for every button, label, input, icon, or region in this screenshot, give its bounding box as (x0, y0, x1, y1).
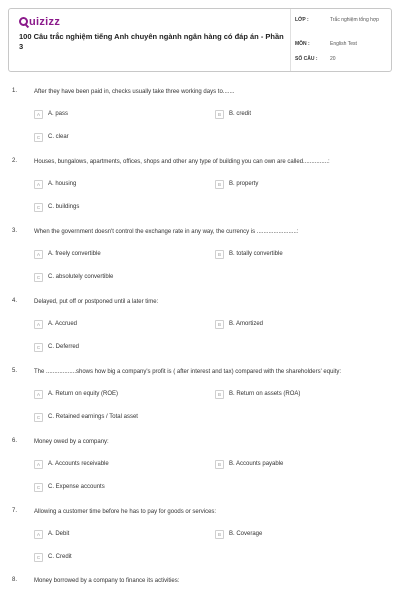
question-text: Money borrowed by a company to finance its activities: (34, 578, 180, 584)
option-text: C. Credit (48, 554, 72, 560)
option-text: C. absolutely convertible (48, 274, 114, 280)
option-letter-box: A (34, 250, 43, 259)
option-c[interactable] (34, 482, 105, 492)
page-title: 100 Câu trắc nghiệm tiếng Anh chuyên ngành ngân hàng có đáp án - Phần 3 (19, 32, 284, 51)
question-number: 7. (12, 508, 18, 514)
option-b[interactable] (215, 319, 263, 329)
option-text: A. pass (48, 111, 69, 117)
question-number: 3. (12, 228, 18, 234)
option-a[interactable] (34, 179, 76, 189)
meta-subject-label: MÔN : (295, 41, 310, 47)
question-text: The ..................shows how big a company's profit is ( after interest and tax) compared with the shareholders' equity: (34, 369, 342, 375)
option-letter-box: A (34, 390, 43, 399)
option-a[interactable] (34, 319, 77, 329)
option-text: A. freely convertible (48, 251, 101, 257)
option-text: A. Debit (48, 531, 70, 537)
option-c[interactable] (34, 552, 72, 562)
option-text: B. totally convertible (229, 251, 283, 257)
option-text: A. Return on equity (ROE) (48, 391, 119, 397)
option-letter-box: B (215, 530, 224, 539)
option-letter-box: C (34, 203, 43, 212)
option-a[interactable] (34, 529, 69, 539)
option-letter-box: C (34, 483, 43, 492)
option-b[interactable] (215, 249, 283, 259)
option-a[interactable] (34, 109, 68, 119)
question-text: When the government doesn't control the exchange rate in any way, the currency is ........................: (34, 229, 299, 235)
option-text: B. Accounts payable (229, 461, 284, 467)
option-text: C. buildings (48, 204, 80, 210)
option-letter-box: A (34, 320, 43, 329)
option-letter-box: A (34, 530, 43, 539)
option-letter-box: C (34, 413, 43, 422)
option-c[interactable] (34, 412, 138, 422)
question-number: 6. (12, 438, 18, 444)
logo-q-icon (19, 17, 28, 26)
option-text: A. Accrued (48, 321, 78, 327)
question-text: Money owed by a company: (34, 439, 109, 445)
option-letter-box: C (34, 133, 43, 142)
option-text: B. Amortized (229, 321, 264, 327)
meta-subject-value: English Test (330, 41, 357, 47)
question-number: 4. (12, 298, 18, 304)
header-divider (290, 9, 291, 71)
meta-count-label: SỐ CÂU : (295, 56, 318, 62)
option-text: C. Expense accounts (48, 484, 105, 490)
option-c[interactable] (34, 272, 113, 282)
option-text: C. Deferred (48, 344, 80, 350)
option-letter-box: C (34, 343, 43, 352)
option-b[interactable] (215, 179, 258, 189)
option-text: B. property (229, 181, 259, 187)
option-text: B. credit (229, 111, 252, 117)
meta-count-value: 20 (330, 56, 336, 62)
logo-text: uizizz (29, 16, 61, 28)
question-text: Delayed, put off or postponed until a later time: (34, 299, 159, 305)
option-letter-box: B (215, 180, 224, 189)
option-a[interactable] (34, 249, 101, 259)
option-b[interactable] (215, 459, 283, 469)
question-text: Allowing a customer time before he has to pay for goods or services: (34, 509, 217, 515)
option-letter-box: C (34, 273, 43, 282)
option-letter-box: A (34, 110, 43, 119)
question-number: 5. (12, 368, 18, 374)
option-letter-box: B (215, 320, 224, 329)
option-letter-box: B (215, 250, 224, 259)
option-a[interactable] (34, 459, 109, 469)
option-a[interactable] (34, 389, 118, 399)
option-text: A. housing (48, 181, 77, 187)
option-c[interactable] (34, 132, 69, 142)
option-c[interactable] (34, 202, 79, 212)
option-letter-box: B (215, 460, 224, 469)
option-letter-box: A (34, 460, 43, 469)
worksheet-header (8, 8, 392, 72)
option-b[interactable] (215, 389, 300, 399)
option-b[interactable] (215, 109, 251, 119)
meta-class-label: LỚP : (295, 17, 309, 23)
option-text: C. clear (48, 134, 69, 140)
option-text: B. Coverage (229, 531, 263, 537)
option-letter-box: C (34, 553, 43, 562)
option-text: A. Accounts receivable (48, 461, 109, 467)
question-text: Houses, bungalows, apartments, offices, shops and other any type of building you can own are called...............: (34, 159, 330, 165)
option-letter-box: B (215, 390, 224, 399)
question-number: 8. (12, 577, 18, 583)
option-c[interactable] (34, 342, 79, 352)
question-text: After they have been paid in, checks usually take three working days to....... (34, 89, 235, 95)
question-number: 1. (12, 88, 18, 94)
option-letter-box: A (34, 180, 43, 189)
quizizz-logo (19, 16, 60, 28)
option-text: C. Retained earnings / Total asset (48, 414, 138, 420)
option-letter-box: B (215, 110, 224, 119)
option-b[interactable] (215, 529, 262, 539)
meta-class-value: Trắc nghiệm tổng hợp (330, 17, 379, 23)
question-number: 2. (12, 158, 18, 164)
option-text: B. Return on assets (ROA) (229, 391, 301, 397)
